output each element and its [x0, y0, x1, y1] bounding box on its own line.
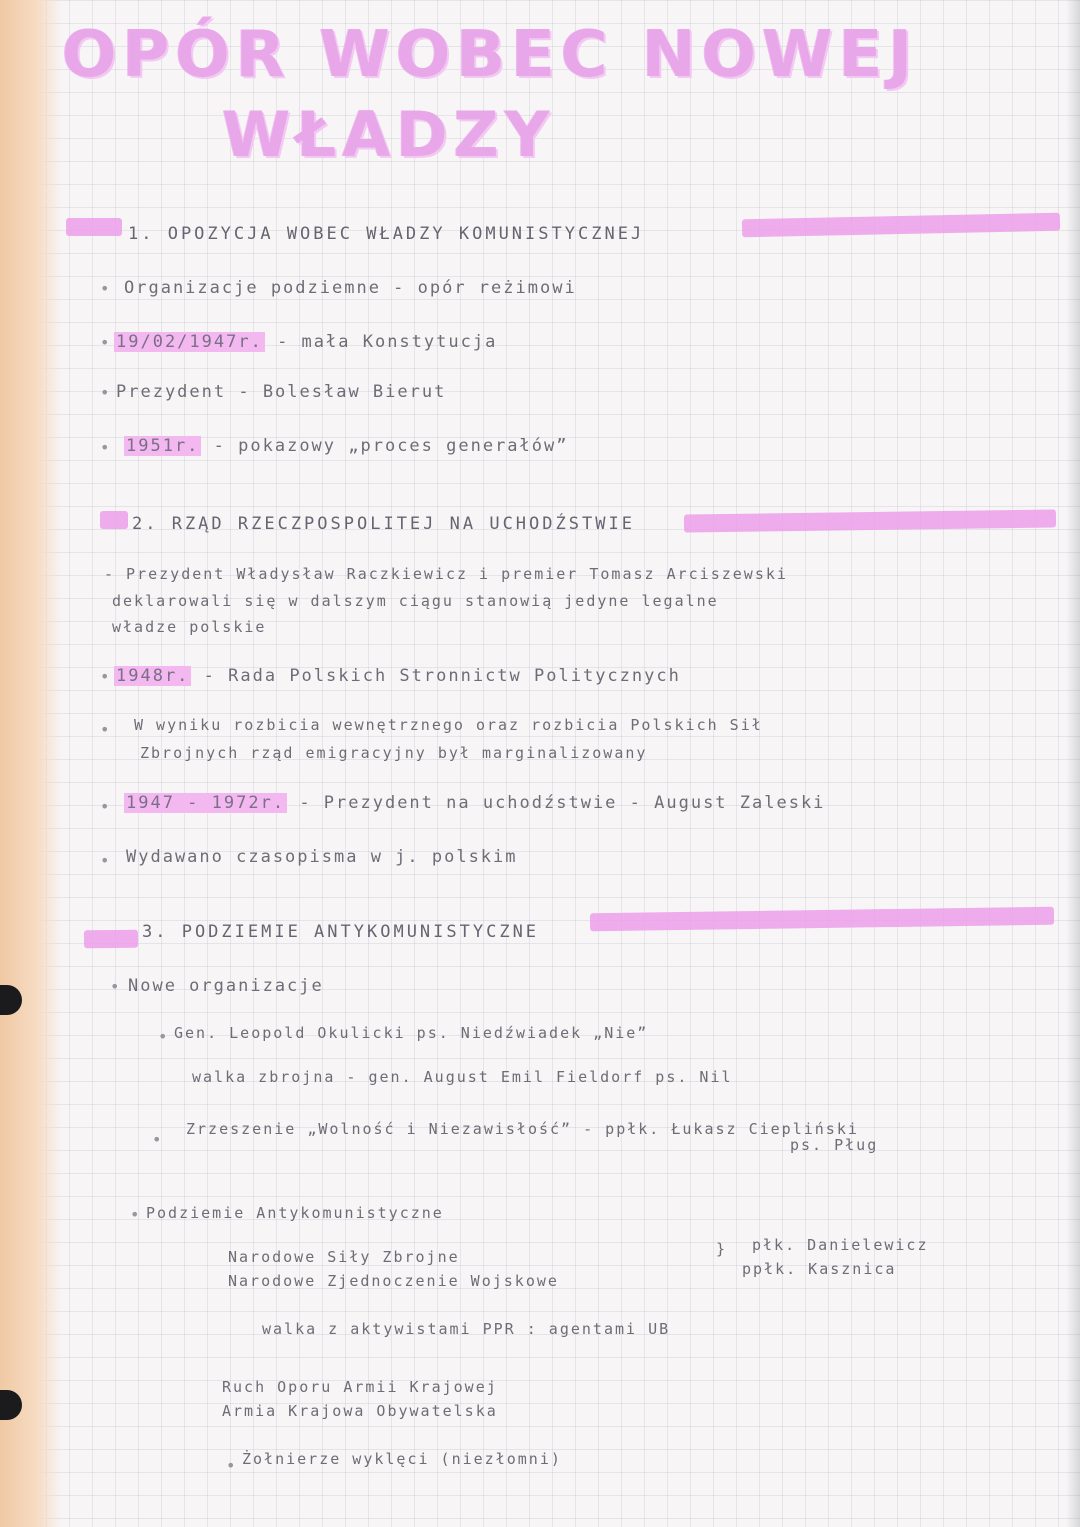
list-item: walka zbrojna - gen. August Emil Fieldorf ps. Nil — [192, 1068, 733, 1086]
list-item: Podziemie Antykomunistyczne — [146, 1204, 444, 1222]
commander-name: płk. Danielewicz — [752, 1236, 929, 1254]
commander-name: ppłk. Kasznica — [742, 1260, 897, 1278]
bullet: • — [152, 1130, 162, 1149]
page-edge — [0, 0, 62, 1527]
date-highlight: 1948r. — [116, 666, 190, 686]
list-item: Narodowe Zjednoczenie Wojskowe — [228, 1272, 559, 1290]
page-title-line1: OPÓR WOBEC NOWEJ — [62, 18, 919, 92]
section-1-heading: 1. OPOZYCJA WOBEC WŁADZY KOMUNISTYCZNEJ — [128, 224, 645, 244]
bullet: • — [158, 1027, 168, 1046]
list-item — [114, 332, 497, 352]
list-item-text: - mała Konstytucja — [277, 332, 498, 352]
brace-icon: } — [716, 1240, 728, 1258]
section-2-heading: 2. RZĄD RZECZPOSPOLITEJ NA UCHODŹSTWIE — [132, 514, 635, 534]
list-item — [124, 436, 568, 456]
heading-highlight — [84, 930, 138, 948]
section-3-heading: 3. PODZIEMIE ANTYKOMUNISTYCZNE — [142, 922, 540, 942]
list-item-continued: władze polskie — [112, 618, 267, 636]
list-item: W wyniku rozbicia wewnętrznego oraz rozbicia Polskich Sił — [134, 716, 763, 734]
list-item-continued: ps. Pług — [790, 1136, 879, 1154]
list-item: Ruch Oporu Armii Krajowej — [222, 1378, 498, 1396]
list-item: Żołnierze wyklęci (niezłomni) — [242, 1450, 562, 1468]
page-title-line2: WŁADZY — [222, 98, 556, 171]
list-item: walka z aktywistami PPR : agentami UB — [262, 1320, 671, 1338]
list-item: Organizacje podziemne - opór reżimowi — [124, 278, 577, 298]
list-item: Wydawano czasopisma w j. polskim — [126, 847, 518, 867]
list-item: - Prezydent Władysław Raczkiewicz i premier Tomasz Arciszewski — [104, 565, 788, 583]
list-item-text: - Rada Polskich Stronnictw Politycznych — [203, 666, 681, 686]
list-item — [114, 666, 681, 686]
list-item: Narodowe Siły Zbrojne — [228, 1248, 460, 1266]
page-shadow — [1066, 0, 1080, 1527]
list-item: Armia Krajowa Obywatelska — [222, 1402, 498, 1420]
heading-highlight — [100, 511, 128, 529]
list-item: Gen. Leopold Okulicki ps. Niedźwiadek „Nie” — [174, 1024, 649, 1042]
bullet: • — [130, 1205, 140, 1224]
list-item-text: - Prezydent na uchodźstwie - August Zaleski — [299, 793, 826, 813]
bullet: • — [226, 1456, 236, 1475]
date-highlight: 1947 - 1972r. — [126, 793, 286, 813]
bullet: • — [100, 438, 110, 457]
list-item-continued: deklarowali się w dalszym ciągu stanowią jedyne legalne — [112, 592, 719, 610]
bullet: • — [100, 279, 110, 298]
bullet: • — [100, 720, 110, 739]
list-item: Nowe organizacje — [128, 976, 324, 996]
heading-highlight — [66, 218, 122, 236]
bullet: • — [100, 797, 110, 816]
bullet: • — [100, 333, 110, 352]
bullet: • — [100, 383, 110, 402]
bullet: • — [100, 851, 110, 870]
bullet: • — [100, 667, 110, 686]
date-highlight: 1951r. — [126, 436, 200, 456]
list-item-continued: Zbrojnych rząd emigracyjny był marginalizowany — [140, 744, 648, 762]
list-item: Prezydent - Bolesław Bierut — [116, 382, 447, 402]
list-item — [124, 793, 825, 813]
bullet: • — [110, 977, 120, 996]
date-highlight: 19/02/1947r. — [116, 332, 263, 352]
list-item-text: - pokazowy „proces generałów” — [213, 436, 569, 456]
list-item: Zrzeszenie „Wolność i Niezawisłość” - ppłk. Łukasz Ciepliński — [186, 1120, 859, 1138]
